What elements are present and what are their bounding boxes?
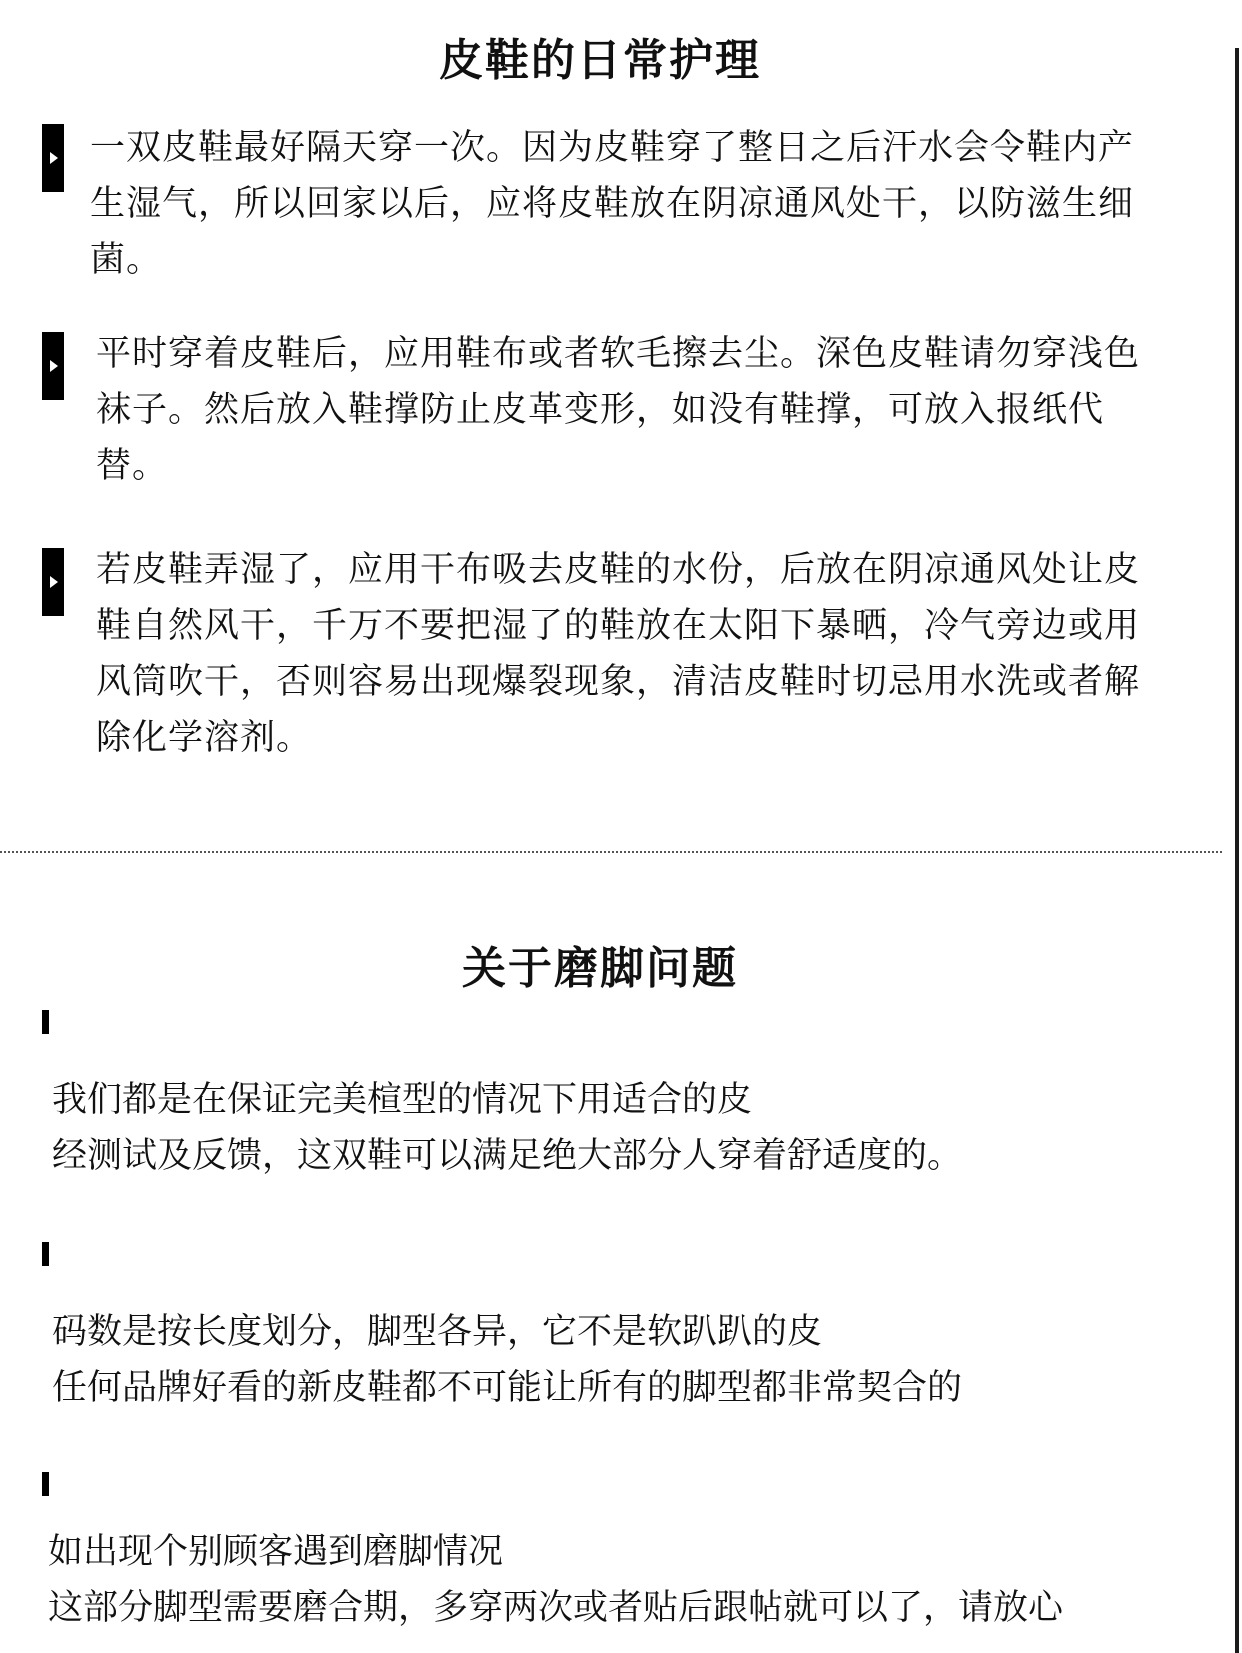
fit-section-title: 关于磨脚问题 [462, 942, 738, 994]
bullet-arrow-icon [42, 124, 64, 192]
fit-line: 任何品牌好看的新皮鞋都不可能让所有的脚型都非常契合的 [52, 1368, 963, 1408]
bullet-bar-icon [42, 1242, 49, 1266]
care-section-title: 皮鞋的日常护理 [439, 35, 761, 87]
fit-item-text [48, 1524, 1178, 1636]
fit-line: 我们都是在保证完美楦型的情况下用适合的皮 [52, 1080, 753, 1120]
section-divider [0, 851, 1222, 853]
bullet-bar-icon [42, 1010, 49, 1034]
fit-item-text [52, 1304, 1182, 1416]
care-item-text: 一双皮鞋最好隔天穿一次。因为皮鞋穿了整日之后汗水会令鞋内产生湿气，所以回家以后，应将皮鞋放在阴凉通风处干，以防滋生细菌。 [90, 128, 1135, 280]
bullet-arrow-icon [42, 548, 64, 616]
bullet-bar-icon [42, 1472, 49, 1496]
fit-line: 经测试及反馈，这双鞋可以满足绝大部分人穿着舒适度的。 [52, 1136, 963, 1176]
fit-line: 如出现个别顾客遇到磨脚情况 [48, 1532, 504, 1572]
bullet-arrow-icon [42, 332, 64, 400]
care-item-text: 平时穿着皮鞋后，应用鞋布或者软毛擦去尘。深色皮鞋请勿穿浅色袜子。然后放入鞋撑防止皮革变形，如没有鞋撑，可放入报纸代替。 [96, 334, 1141, 486]
care-item-text: 若皮鞋弄湿了，应用干布吸去皮鞋的水份，后放在阴凉通风处让皮鞋自然风干，千万不要把湿了的鞋放在太阳下暴晒，冷气旁边或用风筒吹干，否则容易出现爆裂现象，清洁皮鞋时切忌用水洗或者解除化学溶剂。 [96, 550, 1141, 758]
right-border-line [1235, 48, 1239, 1653]
fit-line: 码数是按长度划分，脚型各异，它不是软趴趴的皮 [52, 1312, 823, 1352]
fit-line: 这部分脚型需要磨合期，多穿两次或者贴后跟帖就可以了，请放心 [48, 1588, 1064, 1628]
fit-item-text [52, 1072, 1182, 1184]
